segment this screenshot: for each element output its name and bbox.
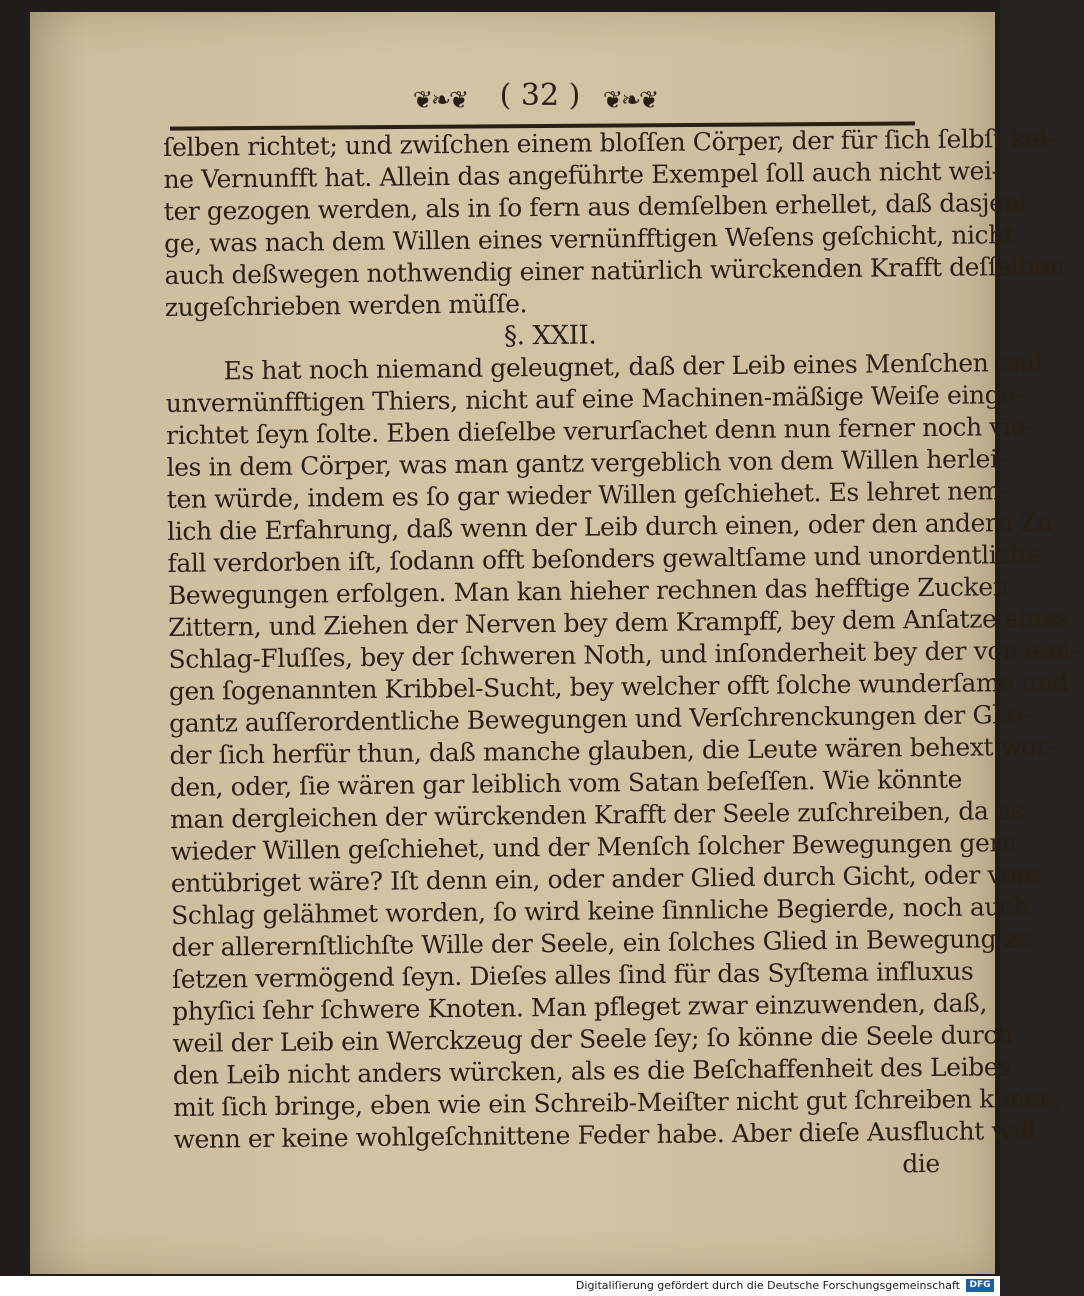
paragraph-line: gantz auſſerordentliche Bewegungen und Verſchrenckungen der Glie- [169,699,1030,738]
paragraph-line: wieder Willen geſchiehet, und der Menſch ſolcher Bewegungen gern [170,828,1017,866]
body-text [163,123,1079,1188]
paragraph-line: ſetzen vermögend ſeyn. Dieſes alles ſind für das Syſtema influxus [171,956,974,994]
paragraph-line: unvernünfftigen Thiers, nicht auf eine Machinen-mäßige Weiſe einge- [165,380,1023,418]
paragraph-line: Schlag-Fluſſes, bey der ſchweren Noth, und inſonderheit bey der von eini- [168,635,1079,674]
text-line: ne Vernunfft hat. Allein das angeführte Exempel ſoll auch nicht wei- [163,156,1000,194]
paragraph-line: fall verdorben iſt, ſodann offt beſonders gewaltſame und unordentliche [167,539,1041,578]
paragraph-line: phyſici ſehr ſchwere Knoten. Man pfleget zwar einzuwenden, daß, [172,988,988,1026]
paragraph-line: Es hat noch niemand geleugnet, daß der Leib eines Menſchen und [223,347,1044,386]
paragraph-line: ten würde, indem es ſo gar wieder Willen geſchiehet. Es lehret nem- [166,476,1009,514]
text-line: ter gezogen werden, als in ſo fern aus demſelben erhellet, daß dasjeni- [163,187,1036,226]
paragraph-line: den Leib nicht anders würcken, als es die Beſchaffenheit des Leibes [172,1052,1011,1090]
page-number: ( 32 ) [499,78,581,113]
paragraph-line: weil der Leib ein Werckzeug der Seele ſey; ſo könne die Seele durch [172,1020,1013,1058]
funding-credit: Digitaliſierung gefördert durch die Deutsche Forschungsgemeinschaft [575,1279,960,1292]
text-line: ſelben richtet; und zwiſchen einem bloſſen Cörper, der für ſich ſelbſt kei- [163,123,1056,162]
dfg-logo-icon: DFG [966,1279,994,1292]
catchword: die [902,1148,940,1179]
text-line: ge, was nach dem Willen eines vernünfftigen Weſens geſchicht, nicht [164,220,1014,258]
paragraph-line: man dergleichen der würckenden Krafft der Seele zuſchreiben, da es [170,796,1023,834]
paragraph-line: mit ſich bringe, eben wie ein Schreib-Meiſter nicht gut ſchreiben könne, [173,1083,1063,1122]
paragraph-line: wenn er keine wohlgeſchnittene Feder habe. Aber dieſe Ausflucht will [173,1115,1036,1154]
ornament-right-icon: ❦❧❦ [602,86,658,114]
text-line: auch deßwegen nothwendig einer natürlich würckenden Krafft deſſelben [164,251,1065,290]
paragraph-line: les in dem Cörper, was man gantz vergeblich von dem Willen herlei- [166,444,1006,482]
paragraph-line: richtet ſeyn ſolte. Eben dieſelbe verurſachet denn nun ferner noch vie- [166,411,1034,450]
paragraph-line: gen ſogenannten Kribbel-Sucht, bey welcher offt ſolche wunderſame und [168,667,1069,706]
paragraph-line: Schlag gelähmet worden, ſo wird keine ſinnliche Begierde, noch auch [171,891,1030,930]
text-line: zugeſchrieben werden müſſe. [164,289,528,322]
paragraph-line: entübriget wäre? Iſt denn ein, oder ander Glied durch Gicht, oder vom [170,859,1040,898]
paragraph-line: den, oder, ſie wären gar leiblich vom Satan beſeſſen. Wie könnte [169,764,963,802]
paragraph-line: Zittern, und Ziehen der Nerven bey dem Krampff, bey dem Anſatze eines [168,603,1069,642]
paragraph-line: lich die Erfahrung, daß wenn der Leib durch einen, oder den andern Zu- [167,507,1061,546]
ornament-left-icon: ❦❧❦ [412,86,468,114]
paragraph-line: Bewegungen erfolgen. Man kan hieher rechnen das hefftige Zucken, [167,572,1017,610]
paragraph-line: der allerernſtlichſte Wille der Seele, ein ſolches Glied in Bewegung zu [171,923,1033,962]
page-header [170,74,930,124]
paragraph-line: der ſich herfür thun, daß manche glauben, die Leute wären behext wor- [169,731,1057,770]
section-heading: §. XXII. [503,320,597,352]
